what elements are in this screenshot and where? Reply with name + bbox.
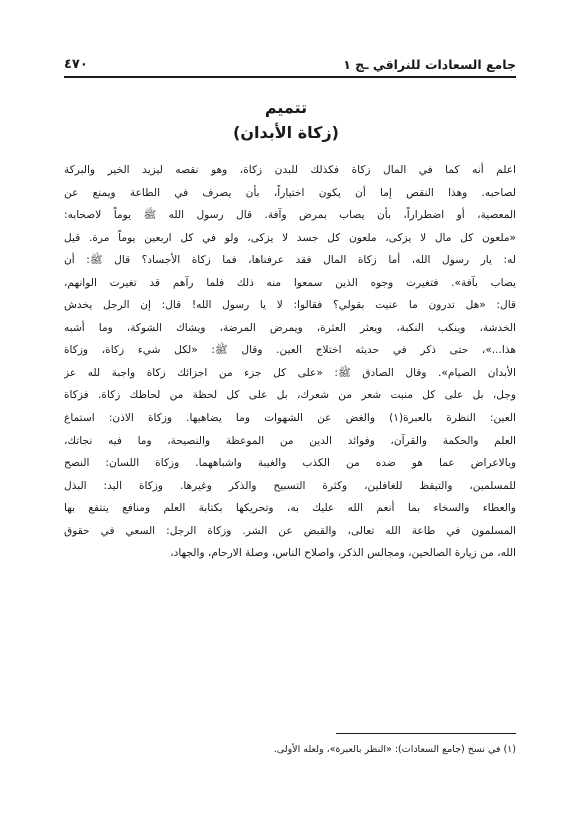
body-line: اعلم أنه كما في المال زكاة فكذلك للبدن زكاة، وهو نقصه ليزيد الخير والبركة	[64, 164, 516, 176]
body-line: الأبدان الصيام». وقال الصادق ﷺ: «على كل جزء من اجزائك زكاة واجبة لله عز	[64, 366, 516, 379]
body-line: قال: «هل تدرون ما عنيت بقولي؟ فقالوا: لا يا رسول الله! قال: إن الرجل يخدش	[64, 299, 516, 312]
body-line: وبالاعراض عما هو ضده من الكذب والغيبة واشباههما. وزكاة اللسان: النصح	[64, 457, 516, 470]
page-number: ٤٧٠	[64, 57, 88, 72]
body-line: لصاحبه. وهذا النقص إما أن يكون اختياراً، بأن يصرف في الطاعة ويمنع عن	[64, 186, 516, 199]
body-line: الخدشة، وينكب النكبة، ويعثر العثرة، ويمرض المرضة، ويشاك الشوكة، وما أشبه	[64, 321, 516, 334]
running-title: جامع السعادات للنراقي ـج ١	[343, 57, 516, 72]
body-text	[64, 159, 516, 565]
body-line: وجل، بل على كل منبت شعر من شعرك، بل على كل لحظة من لحاظك زكاة. فزكاة	[64, 389, 516, 402]
section-subtitle: (زكاة الأبدان)	[233, 123, 339, 142]
body-line: والعطاء والسخاء بما أنعم الله عليك به، وتحريكها بكتابة العلم ومنافع ينتفع بها	[64, 502, 516, 515]
section-title: تتميم	[264, 98, 308, 117]
body-line: المعصية، أو اضطراراً، بأن يصاب بمرض وآفة. قال رسول الله ﷺ يوماً لاصحابه:	[64, 209, 516, 222]
footnote-divider	[336, 733, 516, 734]
footnote: (١) في نسخ (جامع السعادات): «النظر بالعبرة»، ولعله الأولى.	[273, 744, 516, 755]
body-line: الله، من زيارة الصالحين، ومجالس الذكر، واصلاح الناس، وصلة الارحام، والجهاد،	[170, 547, 516, 560]
body-line: العين: النظرة بالعبرة(١) والغض عن الشهوات وما يضاهيها. وزكاة الاذن: استماع	[64, 412, 516, 425]
body-line: له: يار رسول الله، أما زكاة المال فقد عرفناها، فما زكاة الأجساد؟ قال ﷺ: أن	[64, 254, 516, 267]
body-line: «ملعون كل مال لا يزكى، ملعون كل جسد لا يزكى، ولو في كل اربعين يوماً مرة. قيل	[64, 231, 516, 244]
body-line: العلم والحكمة والقرآن، وفوائد الدين من الموعظة والنصيحة، وما فيه نجاتك،	[64, 434, 516, 447]
running-header	[64, 50, 516, 78]
body-line: يصاب بآفة». فتغيرت وجوه الذين سمعوا منه ذلك فلما رآهم قد تغيرت الوانهم،	[64, 276, 516, 289]
body-line: هذا...»، حتى ذكر في حديثه اختلاج العين. وقال ﷺ: «لكل شيء زكاة، وزكاة	[64, 344, 516, 357]
body-line: المسلمون في طاعة الله تعالى، والقبض عن الشر. وزكاة الرجل: السعي في حقوق	[64, 524, 516, 537]
body-line: للمسلمين، والتيقظ للغافلين، وكثرة التسبيح والذكر وغيرها. وزكاة اليد: البذل	[64, 479, 516, 492]
